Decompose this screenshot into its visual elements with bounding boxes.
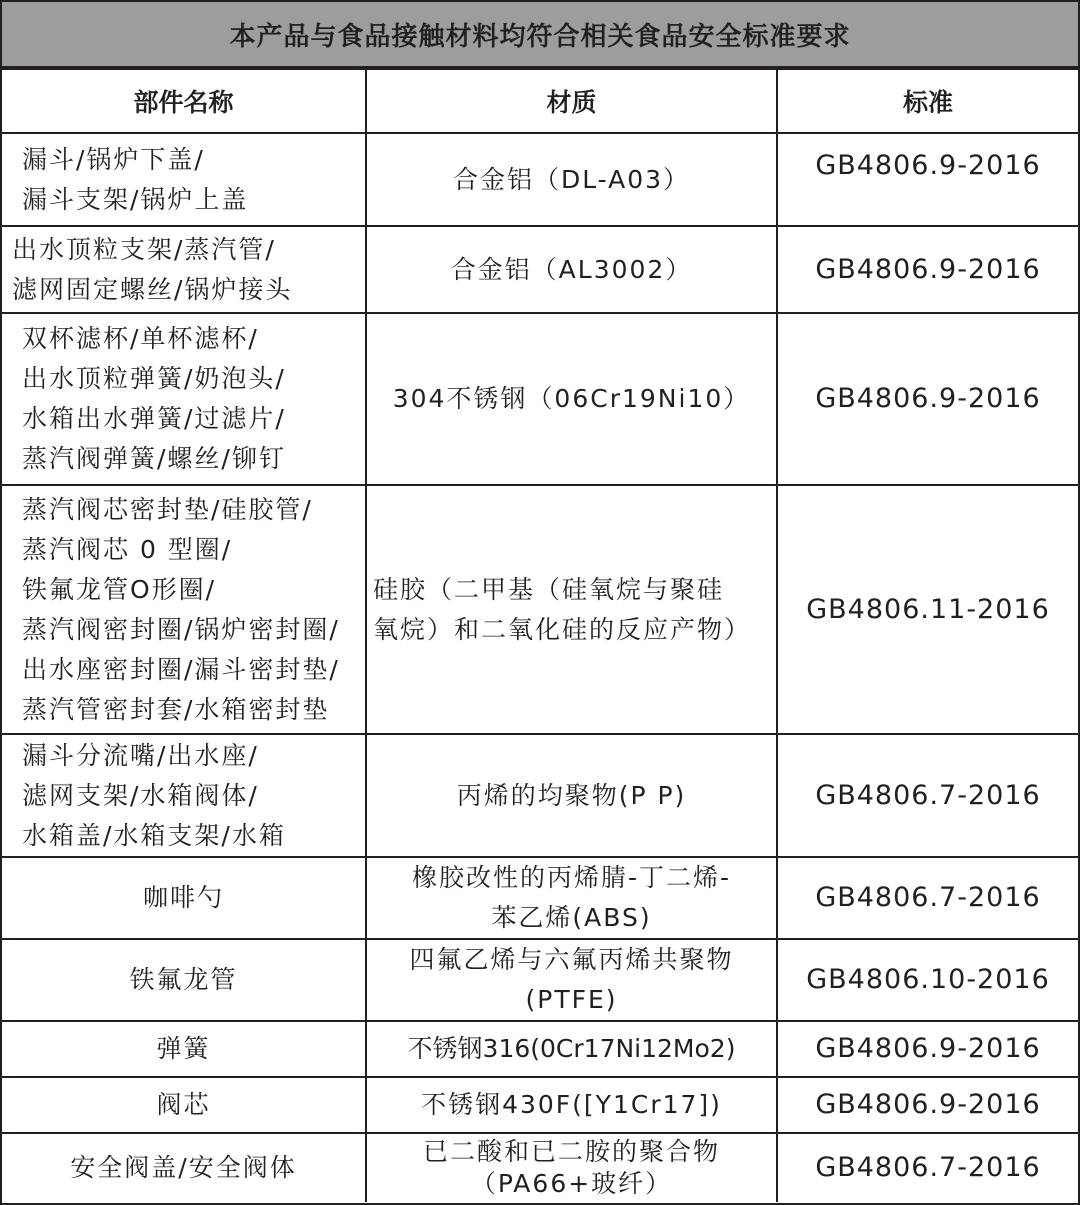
material-line: （PA66+玻纤）: [470, 1169, 673, 1198]
standard-cell: GB4806.9-2016: [777, 313, 1078, 485]
part-line: 蒸汽阀芯密封垫/硅胶管/: [22, 494, 313, 524]
material-cell: [366, 226, 777, 313]
part-line: 漏斗分流嘴/出水座/: [22, 740, 259, 770]
material-line: 苯乙烯(ABS): [491, 903, 652, 932]
part-line: 蒸汽管密封套/水箱密封垫: [22, 694, 330, 724]
material-line: 丙烯的均聚物(P P): [456, 780, 687, 810]
table-row: [2, 734, 1078, 857]
material-cell: [366, 313, 777, 485]
material-cell: [366, 1077, 777, 1133]
material-line: 合金铝（DL-A03）: [452, 164, 691, 194]
material-cell: [366, 857, 777, 939]
table-title: 本产品与食品接触材料均符合相关食品安全标准要求: [2, 2, 1078, 68]
part-line: 咖啡勺: [142, 883, 224, 912]
part-cell: [2, 133, 366, 226]
part-line: 蒸汽阀芯 0 型圈/: [22, 534, 233, 564]
standard-cell: GB4806.9-2016: [777, 1021, 1078, 1077]
table-row: [2, 1133, 1078, 1202]
part-line: 铁氟龙管: [129, 965, 238, 994]
materials-table: [2, 68, 1078, 1202]
material-line: 橡胶改性的丙烯腈-丁二烯-: [411, 863, 732, 892]
part-cell: [2, 1021, 366, 1077]
table-row: [2, 1021, 1078, 1077]
material-cell: [366, 485, 777, 734]
header-part: 部件名称: [2, 69, 366, 133]
standard-cell: GB4806.11-2016: [777, 485, 1078, 734]
part-line: 弹簧: [156, 1034, 211, 1063]
material-line: 氧烷）和二氧化硅的反应产物）: [373, 614, 752, 644]
standard-cell: GB4806.9-2016: [777, 1077, 1078, 1133]
part-line: 漏斗支架/锅炉上盖: [22, 184, 249, 214]
standard-cell: GB4806.7-2016: [777, 1133, 1078, 1202]
material-cell: [366, 1021, 777, 1077]
part-line: 滤网固定螺丝/锅炉接头: [12, 274, 293, 304]
header-material: 材质: [366, 69, 777, 133]
material-line: (PTFE): [525, 985, 618, 1014]
standard-cell: GB4806.7-2016: [777, 734, 1078, 857]
table-row: [2, 313, 1078, 485]
part-line: 水箱盖/水箱支架/水箱: [22, 820, 286, 850]
table-row: [2, 485, 1078, 734]
material-cell: [366, 133, 777, 226]
part-line: 安全阀盖/安全阀体: [70, 1153, 297, 1182]
part-cell: [2, 857, 366, 939]
part-line: 漏斗/锅炉下盖/: [22, 144, 205, 174]
part-cell: [2, 1077, 366, 1133]
part-cell: [2, 485, 366, 734]
part-cell: [2, 939, 366, 1021]
material-line: 已二酸和已二胺的聚合物: [422, 1137, 720, 1166]
material-cell: [366, 734, 777, 857]
part-line: 滤网支架/水箱阀体/: [22, 780, 259, 810]
material-line: 304不锈钢（06Cr19Ni10）: [392, 384, 751, 413]
part-line: 蒸汽阀弹簧/螺丝/铆钉: [22, 444, 286, 473]
standard-cell: GB4806.7-2016: [777, 857, 1078, 939]
table-row: [2, 1077, 1078, 1133]
part-line: 阀芯: [156, 1090, 211, 1119]
material-line: 四氟乙烯与六氟丙烯共聚物: [409, 945, 734, 974]
header-standard: 标准: [777, 69, 1078, 133]
header-row: [2, 69, 1078, 133]
table-row: [2, 133, 1078, 226]
standard-cell: GB4806.9-2016: [777, 133, 1078, 226]
material-line: 不锈钢430F([Y1Cr17]): [421, 1090, 722, 1119]
material-line: 合金铝（AL3002）: [450, 254, 693, 284]
table-row: [2, 939, 1078, 1021]
part-line: 出水顶粒弹簧/奶泡头/: [22, 364, 286, 393]
part-cell: [2, 226, 366, 313]
part-line: 双杯滤杯/单杯滤杯/: [22, 324, 259, 353]
part-line: 出水座密封圈/漏斗密封垫/: [22, 654, 340, 684]
standard-cell: GB4806.9-2016: [777, 226, 1078, 313]
table-row: [2, 857, 1078, 939]
standard-cell: GB4806.10-2016: [777, 939, 1078, 1021]
table-row: [2, 226, 1078, 313]
material-cell: [366, 1133, 777, 1202]
part-line: 蒸汽阀密封圈/锅炉密封圈/: [22, 614, 340, 644]
part-cell: [2, 1133, 366, 1202]
material-line: 硅胶（二甲基（硅氧烷与聚硅: [373, 574, 725, 604]
material-cell: [366, 939, 777, 1021]
part-line: 铁氟龙管O形圈/: [22, 574, 217, 604]
material-line: 不锈钢316(0Cr17Ni12Mo2): [407, 1034, 736, 1063]
part-line: 水箱出水弹簧/过滤片/: [22, 404, 286, 433]
part-cell: [2, 313, 366, 485]
part-cell: [2, 734, 366, 857]
part-line: 出水顶粒支架/蒸汽管/: [12, 234, 276, 264]
